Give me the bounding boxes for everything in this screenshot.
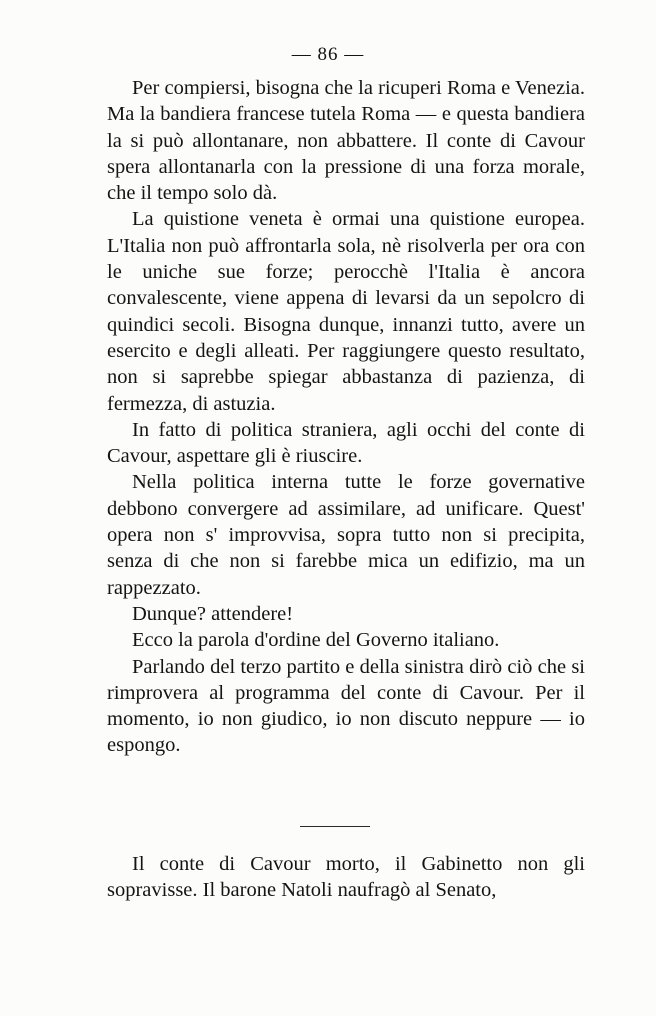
paragraph-5: Dunque? attendere! [132,602,294,625]
paragraph-7: Parlando del terzo partito e della sinistra dirò ciò che si rimprovera al programma del conte di Cavour. Per il momento, io non giudico, io non discuto neppure — io espongo. [107,655,585,757]
paragraph-6: Ecco la parola d'ordine del Governo italiano. [132,629,500,652]
paragraph-3: In fatto di politica straniera, agli occhi del conte di Cavour, aspettare gli è riuscire. [107,418,585,468]
section-divider [300,826,370,827]
paragraph-2: La quistione veneta è ormai una quistione europea. L'Italia non può affrontarla sola, nè risolverla per ora con le uniche sue forze; perocchè l'Italia è ancora convalescente, viene appena di levarsi da un sepolcro di quindici secoli. Bisogna dunque, innanzi tutto, avere un esercito e degli alleati. Per raggiungere questo resultato, non si saprebbe spiegar abbastanza di pazienza, di fermezza, di astuzia. [107,208,585,415]
main-text [107,75,585,759]
paragraph-1: Per compiersi, bisogna che la ricuperi Roma e Venezia. Ma la bandiera francese tutela Roma — e questa bandiera la si può allontanare, non abbattere. Il conte di Cavour spera allontanarla con la pressione di una forza morale, che il tempo solo dà. [107,77,585,205]
paragraph-4: Nella politica interna tutte le forze governative debbono convergere ad assimilare, ad unificare. Quest' opera non s' improvvisa, sopra tutto non si precipita, senza di che non si farebbe mica un edifizio, ma un rappezzato. [107,471,585,599]
next-section-text [107,851,585,904]
page-number: — 86 — [291,44,365,65]
paragraph-8: Il conte di Cavour morto, il Gabinetto non gli sopravisse. Il barone Natoli naufragò al Senato, [107,853,585,902]
